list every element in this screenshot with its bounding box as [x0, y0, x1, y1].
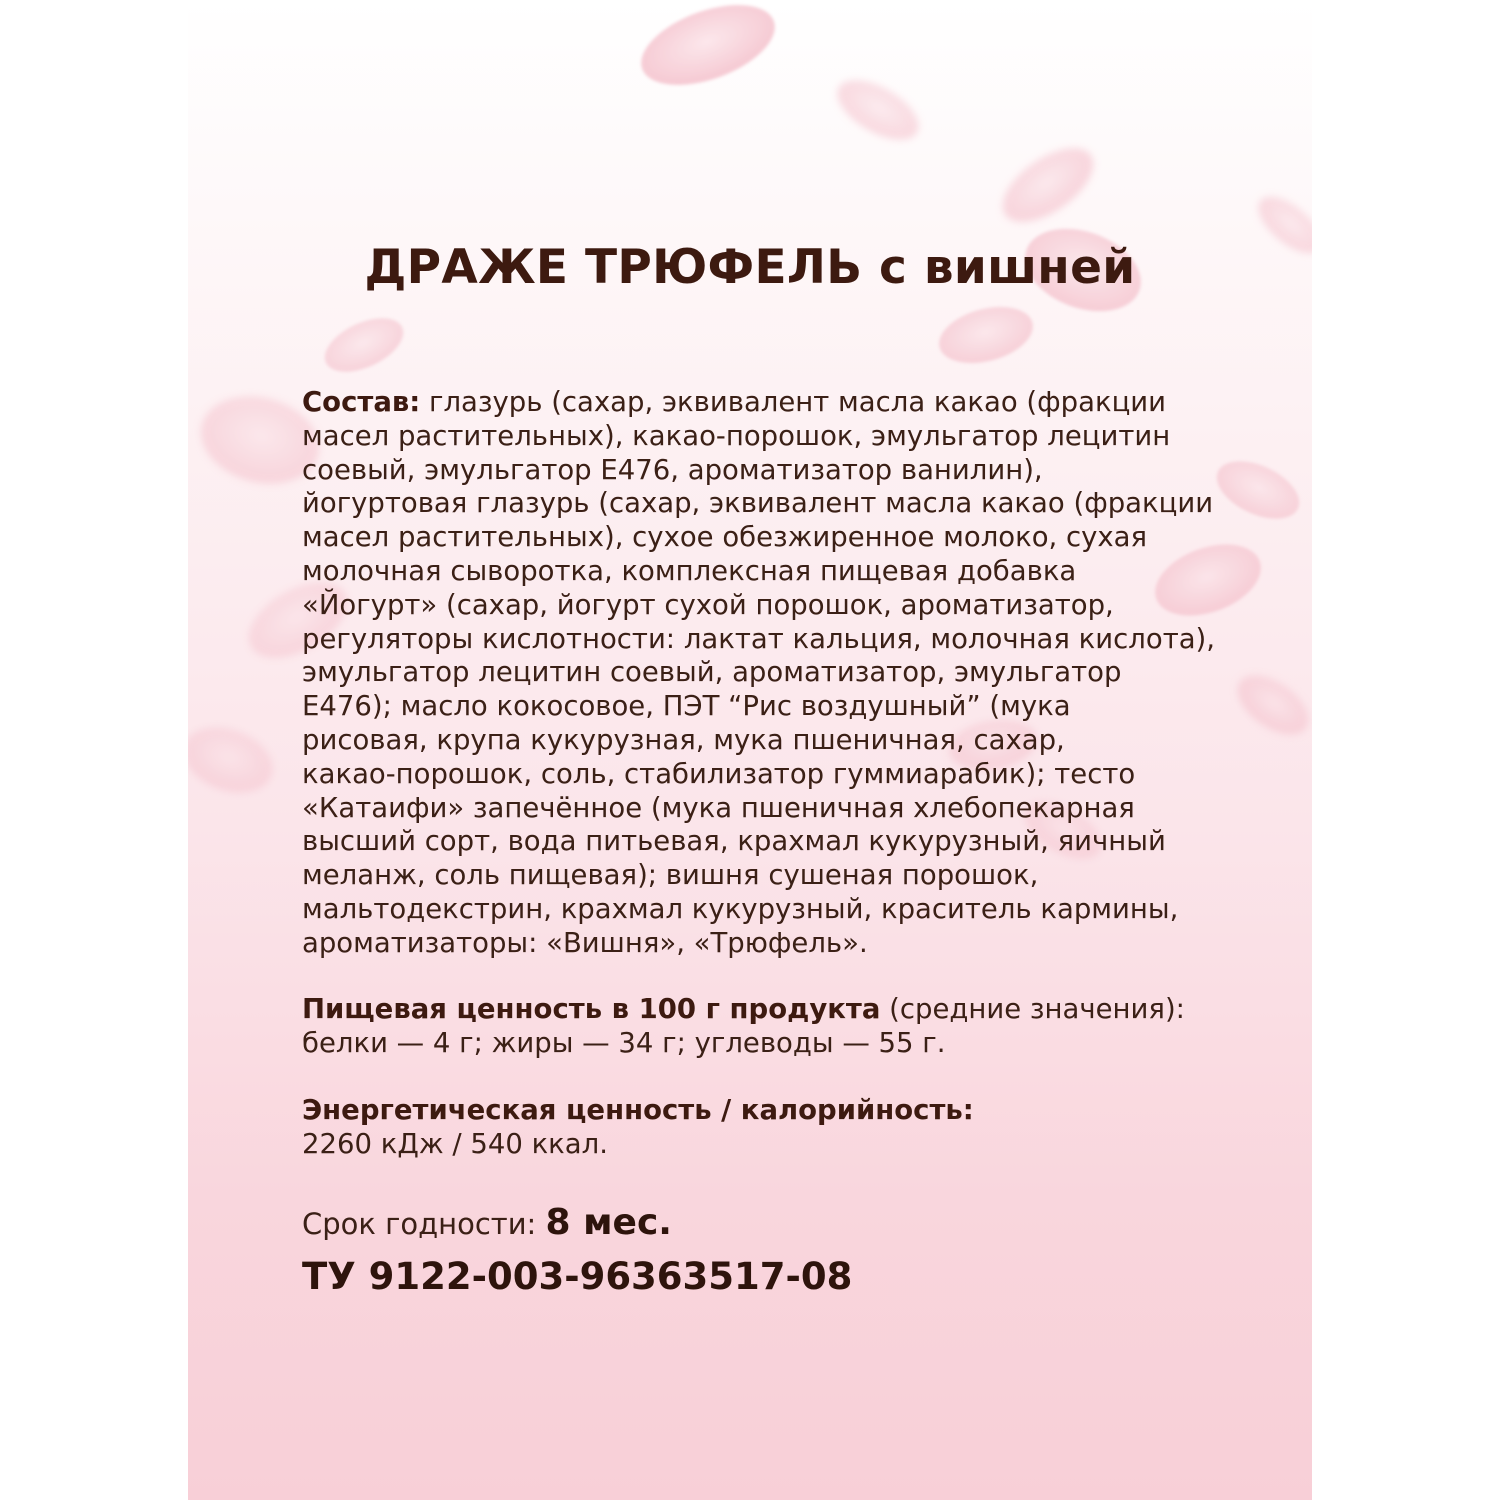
energy-value: 2260 кДж / 540 ккал. [302, 1127, 608, 1160]
energy-section [302, 1094, 1252, 1162]
composition-line: соевый, эмульгатор Е476, ароматизатор ванилин), [302, 453, 1043, 486]
nutrition-heading [302, 993, 1252, 1027]
composition-line: масел растительных), сухое обезжиренное молоко, сухая [302, 521, 1148, 554]
composition-line: йогуртовая глазурь (сахар, эквивалент масла какао (фракции [302, 487, 1214, 520]
nutrition-note: (средние значения): [880, 993, 1185, 1025]
energy-label: Энергетическая ценность / калорийность: [302, 1094, 974, 1126]
composition-line: высший сорт, вода питьевая, крахмал кукурузный, яичный [302, 825, 1166, 858]
tu-code: ТУ 9122-003-96363517-08 [302, 1255, 853, 1298]
composition-line: какао-порошок, соль, стабилизатор гуммиарабик); тесто [302, 757, 1136, 790]
product-info-card [188, 0, 1312, 1500]
composition-line: мальтодекстрин, крахмал кукурузный, краситель кармины, [302, 892, 1179, 925]
nutrition-values: белки — 4 г; жиры — 34 г; углеводы — 55 г. [302, 1026, 946, 1059]
composition-line: Е476); масло кокосовое, ПЭТ “Рис воздушный” (мука [302, 690, 1071, 723]
composition-line: меланж, соль пищевая); вишня сушеная порошок, [302, 859, 1039, 892]
composition-line: регуляторы кислотности: лактат кальция, молочная кислота), [302, 622, 1216, 655]
shelf-life-label: Срок годности: [302, 1207, 546, 1241]
composition-line: масел растительных), какао-порошок, эмульгатор лецитин [302, 419, 1171, 452]
composition-line: рисовая, крупа кукурузная, мука пшеничная, сахар, [302, 723, 1065, 756]
nutrition-section [302, 993, 1252, 1061]
nutrition-label: Пищевая ценность в 100 г продукта [302, 993, 881, 1025]
composition-line: ароматизаторы: «Вишня», «Трюфель». [302, 926, 868, 959]
composition-line: «Катаифи» запечённое (мука пшеничная хлебопекарная [302, 791, 1135, 824]
composition-line: молочная сыворотка, комплексная пищевая добавка [302, 554, 1077, 587]
composition-line: эмульгатор лецитин соевый, ароматизатор, эмульгатор [302, 656, 1122, 689]
product-title: ДРАЖЕ ТРЮФЕЛЬ с вишней [364, 240, 1136, 295]
shelf-life [302, 1202, 1252, 1243]
composition-line: «Йогурт» (сахар, йогурт сухой порошок, ароматизатор, [302, 588, 1114, 621]
composition-line: Состав: глазурь (сахар, эквивалент масла какао (фракции [302, 386, 1167, 418]
composition-section [302, 386, 1252, 961]
composition-label: Состав: [302, 386, 421, 418]
shelf-life-value: 8 мес. [545, 1202, 672, 1243]
